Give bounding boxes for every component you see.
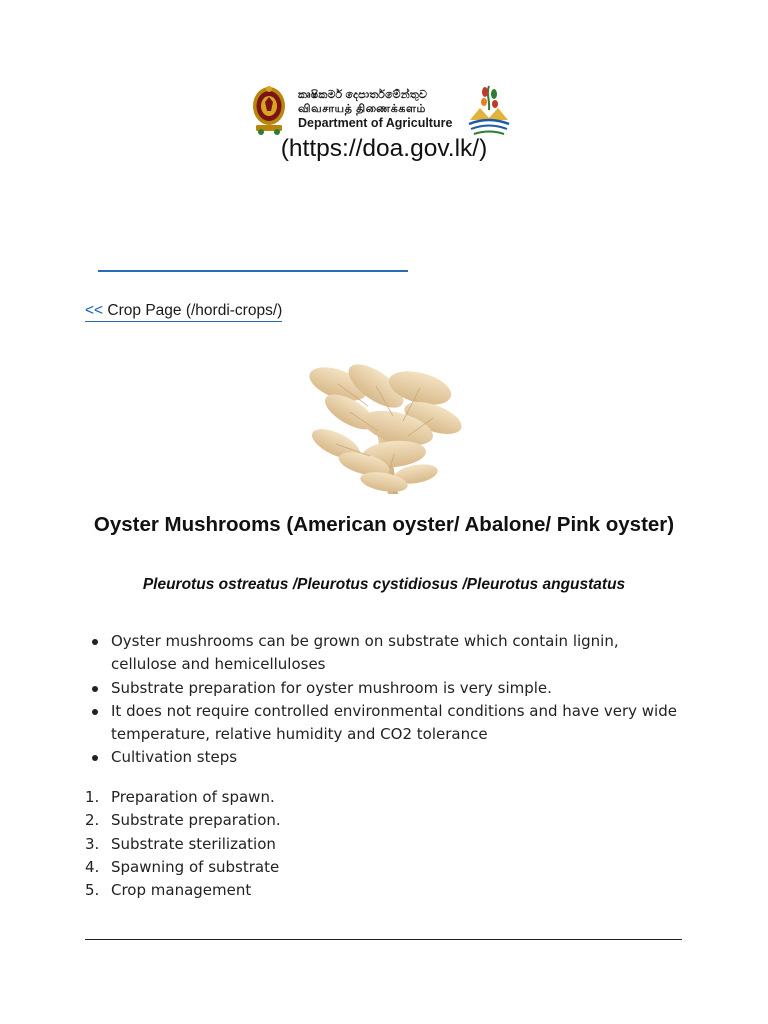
list-item: Substrate preparation for oyster mushroom is very simple. <box>85 677 685 700</box>
step-text: Spawning of substrate <box>111 857 280 876</box>
step-number: 2. <box>85 811 100 830</box>
back-link-label: Crop Page <box>103 302 182 319</box>
list-item: It does not require controlled environmental conditions and have very wide temperature, relative humidity and CO2 tolerance <box>85 700 685 747</box>
step-number: 3. <box>85 834 100 853</box>
department-logo <box>250 82 512 138</box>
header-divider <box>98 270 408 272</box>
site-url: (https://doa.gov.lk/) <box>280 135 488 162</box>
logo-tamil-text: விவசாயத் திணைக்களம் <box>298 103 427 115</box>
list-item <box>85 786 685 809</box>
crop-page-link[interactable] <box>85 302 282 322</box>
step-number: 5. <box>85 881 100 900</box>
step-text: Crop management <box>111 881 252 900</box>
logo-sinhala-text: කෘෂිකර්ම දෙපාර්තමේන්තුව <box>298 89 428 101</box>
step-number: 4. <box>85 857 100 876</box>
list-item <box>85 879 685 902</box>
step-text: Preparation of spawn. <box>111 788 275 806</box>
logo-text <box>298 88 452 130</box>
footer-divider <box>85 939 682 940</box>
page-title: Oyster Mushrooms (American oyster/ Abalone/ Pink oyster) <box>93 513 675 536</box>
back-arrows: << <box>85 302 104 319</box>
logo-english-text: Department of Agriculture <box>298 116 453 130</box>
list-item: Oyster mushrooms can be grown on substrate which contain lignin, cellulose and hemicelluloses <box>85 630 685 677</box>
back-link-path: (/hordi-crops/) <box>181 302 283 319</box>
list-item <box>85 809 685 832</box>
list-item <box>85 856 685 879</box>
info-bullet-list <box>85 630 685 770</box>
list-item: Cultivation steps <box>85 746 685 769</box>
step-text: Substrate sterilization <box>111 834 276 853</box>
step-number: 1. <box>85 788 100 806</box>
scientific-names: Pleurotus ostreatus /Pleurotus cystidiosus /Pleurotus angustatus <box>142 576 626 593</box>
cultivation-steps-list <box>85 786 685 902</box>
sri-lanka-emblem-icon <box>250 84 288 136</box>
oyster-mushroom-image <box>298 356 473 498</box>
step-text: Substrate preparation. <box>111 811 281 830</box>
list-item <box>85 833 685 856</box>
department-of-agriculture-mark-icon <box>466 82 512 138</box>
